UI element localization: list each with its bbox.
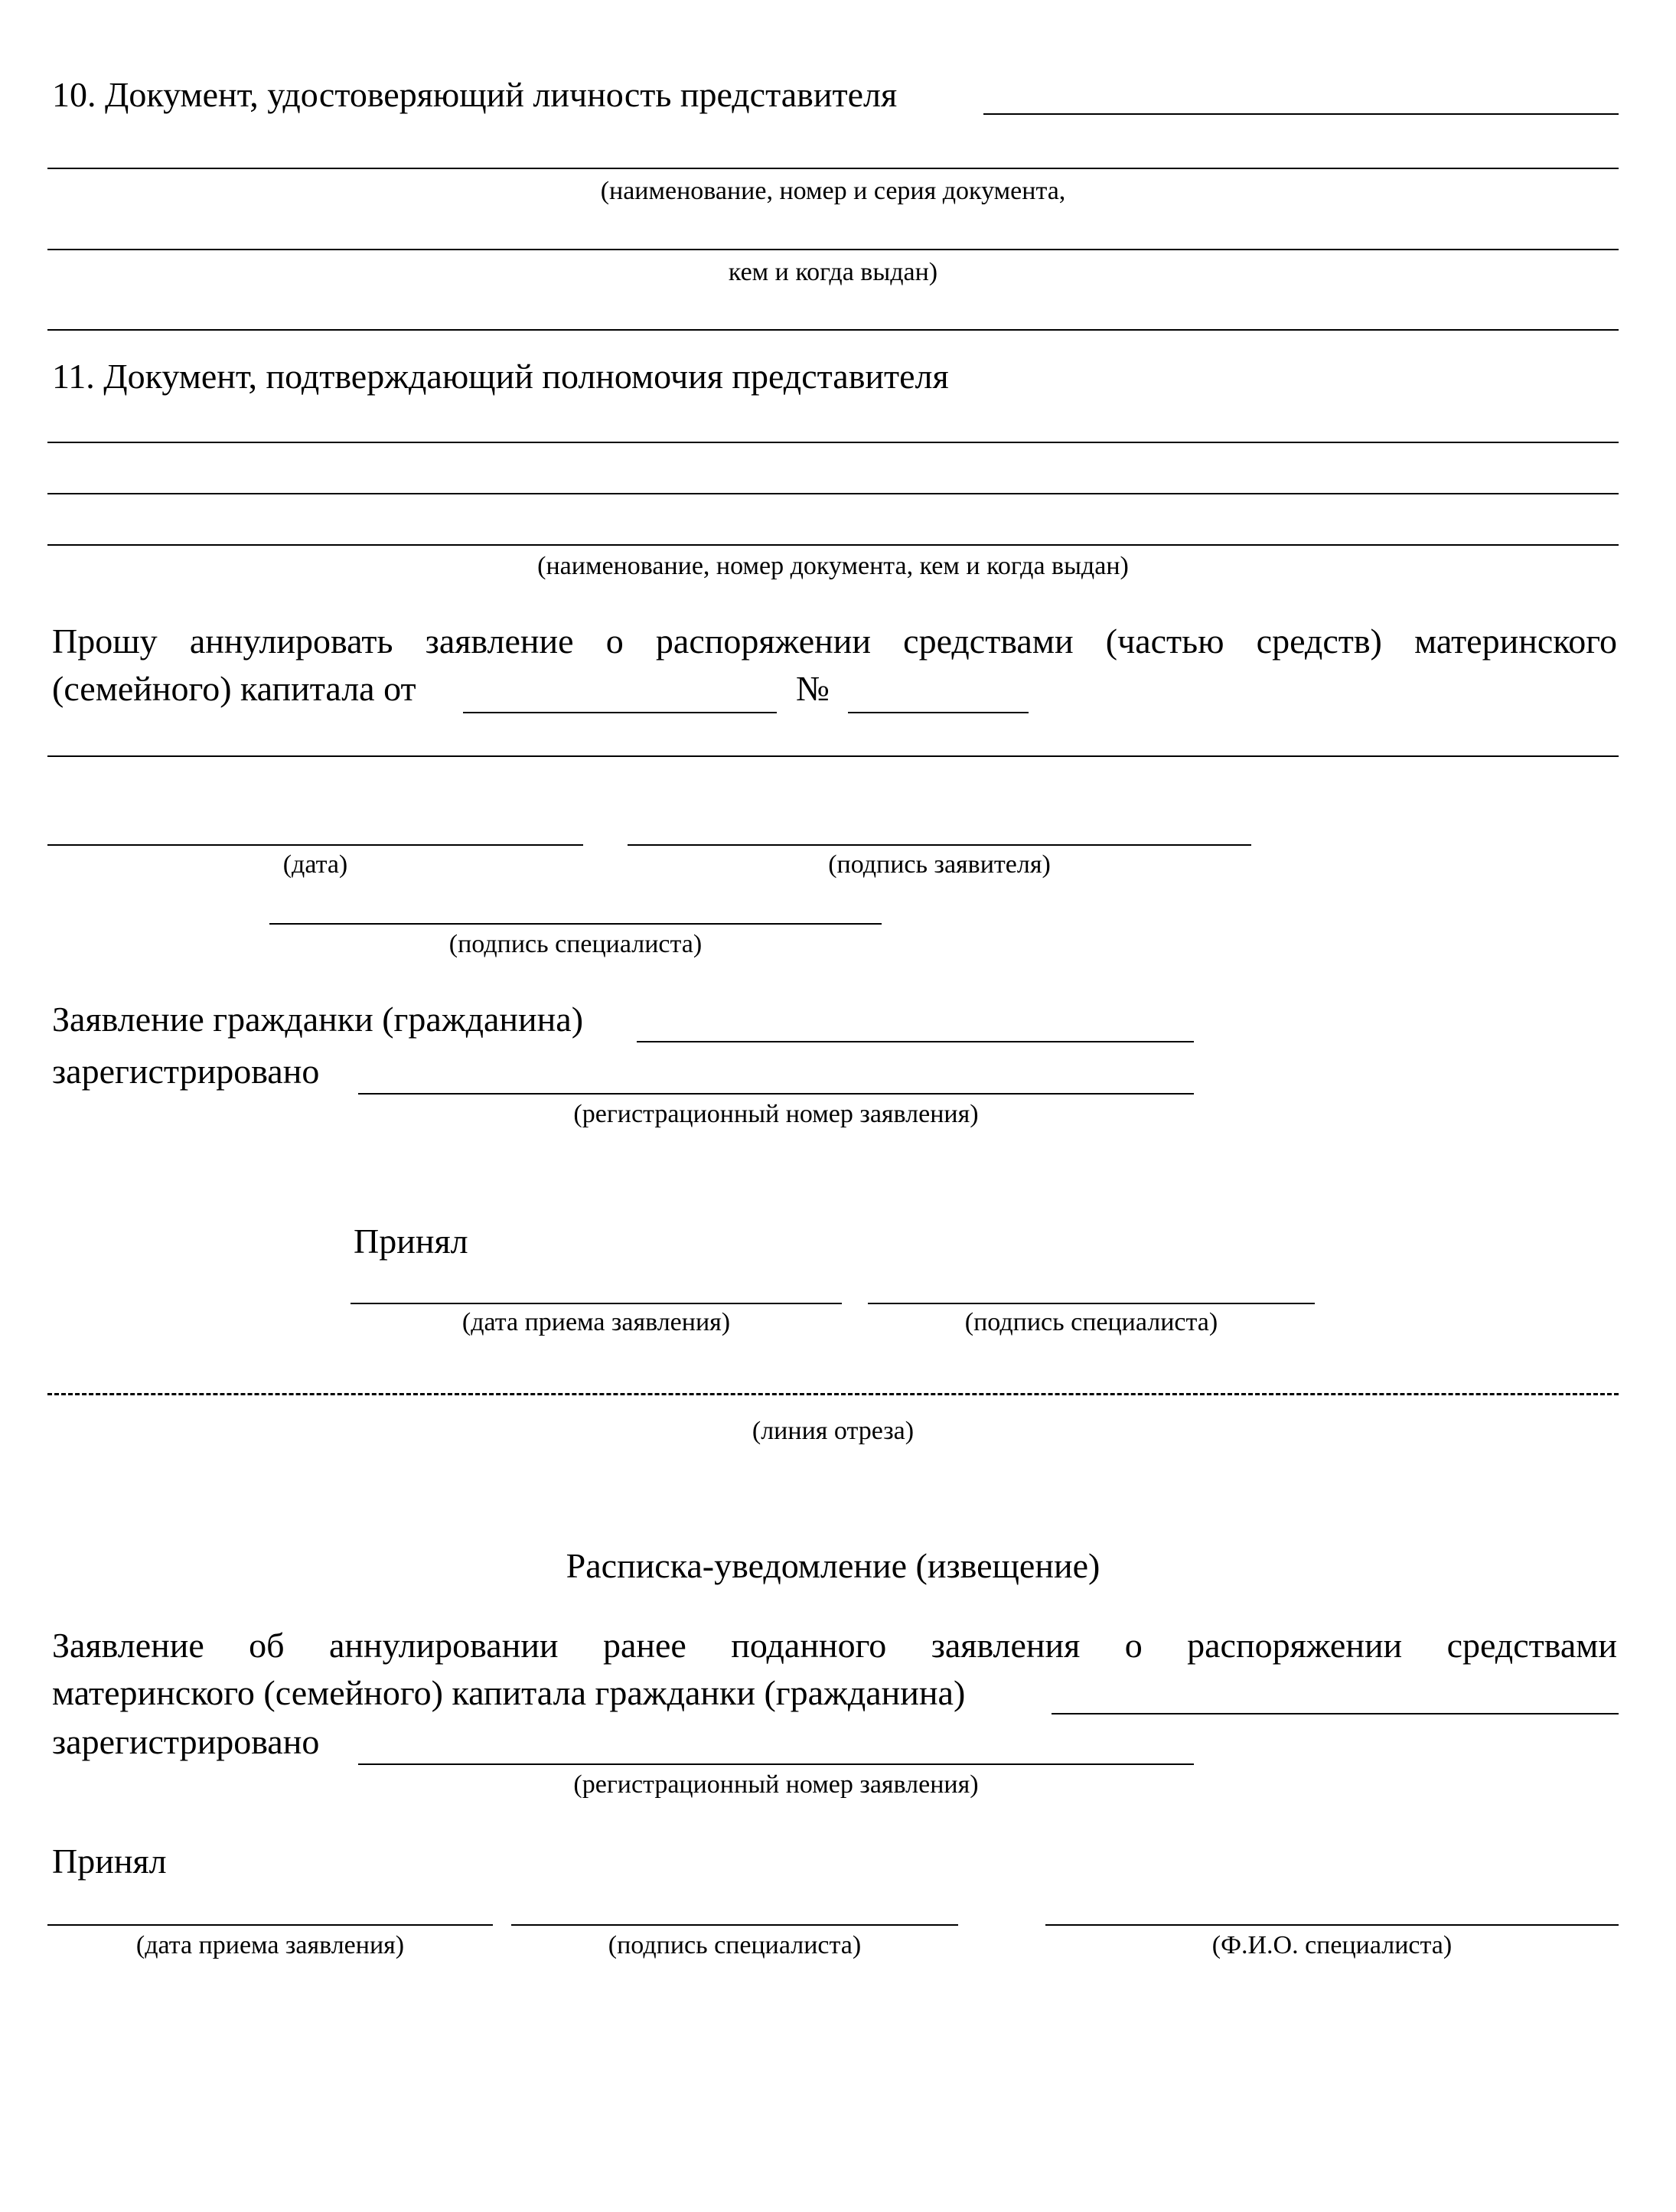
registration-number-field[interactable] <box>358 1093 1194 1095</box>
rep-authority-caption: (наименование, номер документа, кем и когда выдан) <box>537 552 1129 580</box>
receipt-line-2: материнского (семейного) капитала гражданки (гражданина) <box>52 1673 966 1712</box>
applicant-signature-field[interactable] <box>628 844 1251 846</box>
request-number-sign: № <box>796 669 830 708</box>
receipt-registration-number-field[interactable] <box>358 1763 1194 1765</box>
accepted-date-field[interactable] <box>351 1303 842 1304</box>
applicant-signature-caption: (подпись заявителя) <box>828 850 1051 879</box>
rep-id-doc-line-3[interactable] <box>47 329 1619 331</box>
rep-authority-line-2[interactable] <box>47 493 1619 494</box>
request-line-1: Прошу аннулировать заявление о распоряжении средствами (частью средств) материнского <box>52 622 1617 661</box>
request-date-field[interactable] <box>463 712 777 713</box>
rep-id-doc-caption-2: кем и когда выдан) <box>728 258 938 286</box>
request-extra-line[interactable] <box>47 755 1619 757</box>
specialist-signature-caption: (подпись специалиста) <box>448 930 703 958</box>
rep-id-doc-line-1[interactable] <box>47 168 1619 169</box>
accepted-date-caption: (дата приема заявления) <box>461 1308 731 1336</box>
receipt-accepted-label: Принял <box>52 1842 167 1881</box>
registration-line-2: зарегистрировано <box>52 1052 320 1091</box>
request-number-field[interactable] <box>848 712 1029 713</box>
rep-authority-line-3[interactable] <box>47 544 1619 546</box>
receipt-date-field[interactable] <box>47 1924 493 1926</box>
cut-line-caption: (линия отреза) <box>752 1417 915 1445</box>
receipt-registration-caption: (регистрационный номер заявления) <box>573 1770 979 1799</box>
receipt-signature-caption: (подпись специалиста) <box>608 1931 862 1959</box>
date-field[interactable] <box>47 844 583 846</box>
date-caption: (дата) <box>282 850 348 879</box>
accepted-label: Принял <box>354 1222 468 1261</box>
accepted-signature-field[interactable] <box>868 1303 1315 1304</box>
rep-id-doc-field[interactable] <box>983 113 1619 115</box>
registration-line-1: Заявление гражданки (гражданина) <box>52 1000 584 1039</box>
rep-authority-line-1[interactable] <box>47 442 1619 443</box>
receipt-date-caption: (дата приема заявления) <box>135 1931 405 1959</box>
cut-line <box>47 1393 1619 1395</box>
receipt-signature-field[interactable] <box>511 1924 958 1926</box>
request-line-2: (семейного) капитала от <box>52 669 416 708</box>
accepted-signature-caption: (подпись специалиста) <box>964 1308 1218 1336</box>
receipt-title: Расписка-уведомление (извещение) <box>566 1546 1100 1585</box>
receipt-applicant-field[interactable] <box>1052 1713 1619 1714</box>
receipt-line-1: Заявление об аннулировании ранее поданного заявления о распоряжении средствами <box>52 1626 1617 1665</box>
registration-number-caption: (регистрационный номер заявления) <box>573 1100 979 1128</box>
receipt-specialist-name-caption: (Ф.И.О. специалиста) <box>1211 1931 1453 1959</box>
rep-id-doc-line-2[interactable] <box>47 249 1619 250</box>
rep-id-doc-caption-1: (наименование, номер и серия документа, <box>600 177 1066 205</box>
specialist-signature-field[interactable] <box>269 923 882 925</box>
receipt-specialist-name-field[interactable] <box>1045 1924 1619 1926</box>
applicant-name-field[interactable] <box>637 1041 1194 1042</box>
section10-label: 10. Документ, удостоверяющий личность представителя <box>52 75 898 114</box>
receipt-registered-label: зарегистрировано <box>52 1722 320 1761</box>
section11-label: 11. Документ, подтверждающий полномочия представителя <box>52 357 949 396</box>
